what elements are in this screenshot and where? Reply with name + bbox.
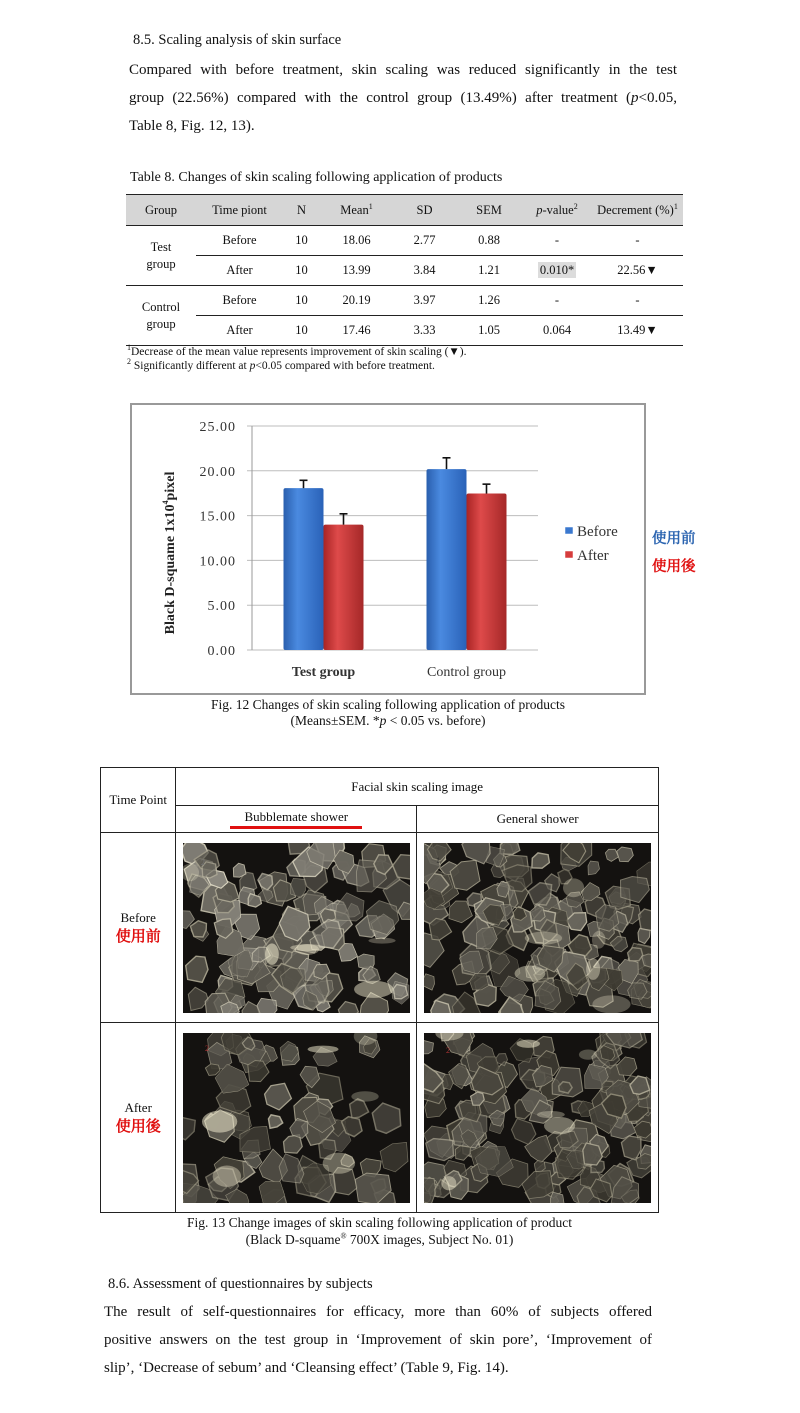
table-row bbox=[126, 286, 683, 316]
skin-flake bbox=[639, 909, 651, 931]
skin-flake bbox=[583, 1143, 603, 1165]
y-tick-label: 15.00 bbox=[199, 509, 236, 525]
caption-line: Fig. 13 Change images of skin scaling following application of product bbox=[186, 1215, 573, 1230]
footnote-1 bbox=[127, 345, 467, 359]
cell-sem: 1.26 bbox=[478, 293, 500, 307]
section-8-6-paragraph bbox=[104, 1298, 652, 1382]
highlight bbox=[592, 931, 606, 949]
highlight bbox=[368, 937, 395, 943]
bar-chart bbox=[132, 405, 644, 693]
micrograph-image bbox=[183, 1033, 410, 1203]
table-row bbox=[101, 1023, 659, 1213]
col-header-p-value bbox=[522, 195, 592, 226]
highlight bbox=[563, 878, 584, 897]
fig-12-chart bbox=[130, 403, 646, 695]
bar-after bbox=[324, 525, 364, 650]
text: group bbox=[146, 256, 176, 271]
japanese-legend bbox=[652, 525, 696, 581]
text: Significantly different at bbox=[133, 360, 250, 372]
skin-flake bbox=[426, 1138, 454, 1160]
cell-n: 10 bbox=[283, 316, 320, 346]
cell-n: 10 bbox=[295, 293, 308, 307]
cell-sd: 3.33 bbox=[393, 316, 456, 346]
text: Test bbox=[150, 239, 172, 254]
p-italic: p bbox=[536, 202, 543, 217]
footnote-mark: 2 bbox=[573, 201, 578, 211]
para-line: slip’, ‘Decrease of sebum’ and ‘Cleansing effect’ (Table 9, Fig. 14). bbox=[104, 1360, 509, 1376]
y-tick-label: 25.00 bbox=[199, 420, 236, 435]
image-mark: 2 bbox=[446, 1045, 451, 1055]
col-header-sd: SD bbox=[393, 195, 456, 226]
table-row bbox=[126, 316, 683, 346]
cell-time: Before bbox=[222, 233, 257, 247]
caption-line: Fig. 12 Changes of skin scaling following application of products bbox=[211, 697, 565, 712]
micrograph-image bbox=[183, 843, 410, 1013]
x-tick-label: Control group bbox=[427, 665, 506, 680]
text: Black D-squame 1x10 bbox=[163, 504, 178, 635]
group-cell-test bbox=[126, 226, 196, 286]
legend-label-before: Before bbox=[577, 524, 618, 540]
cell-decrement: 22.56▼ bbox=[592, 256, 683, 286]
cell-mean: 18.06 bbox=[342, 233, 371, 247]
row-label-before bbox=[101, 833, 176, 1023]
table-row bbox=[126, 256, 683, 286]
text: Decrement (%) bbox=[597, 202, 674, 217]
y-axis-label bbox=[161, 472, 178, 635]
col-header-decrement bbox=[592, 195, 683, 226]
col-header-n: N bbox=[283, 195, 320, 226]
footnote-mark: 2 bbox=[127, 357, 131, 367]
text: 700X images, Subject No. 01) bbox=[346, 1232, 514, 1247]
highlight bbox=[322, 1152, 354, 1173]
highlight bbox=[525, 931, 562, 944]
highlight bbox=[586, 958, 600, 980]
p-italic: p bbox=[379, 713, 387, 728]
footnote-mark: 1 bbox=[127, 343, 131, 353]
micrograph-image bbox=[424, 1033, 651, 1203]
image-mark: 2 bbox=[204, 1043, 209, 1053]
text: Control bbox=[141, 299, 181, 314]
cell-sd: 3.97 bbox=[413, 293, 436, 307]
cell-time: Before bbox=[222, 293, 257, 307]
highlight bbox=[351, 1091, 378, 1101]
text: group (22.56%) compared with the control group (13.49%) after treatment ( bbox=[129, 90, 632, 106]
cell-n: 10 bbox=[283, 256, 320, 286]
image-cell bbox=[417, 833, 659, 1023]
cell-time: After bbox=[196, 256, 283, 286]
fig-13-caption bbox=[100, 1214, 659, 1248]
cell-decrement: - bbox=[635, 293, 640, 307]
micrograph-image bbox=[424, 843, 651, 1013]
skin-flake bbox=[621, 1136, 641, 1160]
col-header-general: General shower bbox=[417, 806, 659, 833]
image-cell bbox=[176, 833, 417, 1023]
cell-sem: 0.88 bbox=[478, 233, 500, 247]
registered-mark: ® bbox=[340, 1231, 347, 1241]
table-row bbox=[101, 833, 659, 1023]
caption-line bbox=[130, 713, 646, 729]
jp-label: 使用前 bbox=[115, 926, 161, 945]
footnote-mark: 1 bbox=[673, 201, 678, 211]
cell-sd: 2.77 bbox=[413, 233, 436, 247]
legend-label-after: After bbox=[577, 548, 609, 564]
cell-sem: 1.05 bbox=[456, 316, 522, 346]
fig-12-caption bbox=[130, 697, 646, 729]
skin-flake bbox=[393, 984, 407, 998]
superscript: 4 bbox=[161, 500, 170, 505]
table-subheader-row bbox=[101, 806, 659, 833]
highlight bbox=[354, 980, 393, 997]
col-header-sem: SEM bbox=[456, 195, 522, 226]
underlined-label: Bubblemate shower bbox=[230, 809, 362, 829]
cell-n: 10 bbox=[295, 233, 308, 247]
image-mark: 2 bbox=[200, 857, 205, 867]
skin-flake bbox=[628, 947, 643, 960]
cell-p: - bbox=[554, 233, 560, 247]
legend-swatch-before bbox=[565, 527, 573, 534]
highlight bbox=[517, 1039, 540, 1047]
y-tick-label: 0.00 bbox=[207, 644, 236, 659]
caption-line bbox=[100, 1231, 659, 1248]
text: -value bbox=[542, 202, 574, 217]
cell-time: After bbox=[196, 316, 283, 346]
text: Mean bbox=[340, 202, 369, 217]
cell-mean: 17.46 bbox=[320, 316, 393, 346]
text: group bbox=[146, 316, 176, 331]
skin-flake bbox=[559, 1081, 572, 1092]
cell-decrement: 13.49▼ bbox=[592, 316, 683, 346]
cell-p: - bbox=[554, 293, 560, 307]
p-italic: p bbox=[631, 90, 639, 106]
group-cell-control bbox=[126, 286, 196, 346]
y-tick-label: 5.00 bbox=[207, 599, 236, 615]
text: < 0.05 vs. before) bbox=[386, 713, 486, 728]
table-header-row bbox=[101, 768, 659, 806]
row-label-after bbox=[101, 1023, 176, 1213]
cell-mean: 13.99 bbox=[320, 256, 393, 286]
highlight bbox=[579, 1049, 597, 1059]
table-8-footnotes bbox=[127, 345, 467, 373]
bar-after bbox=[467, 494, 507, 650]
highlight bbox=[202, 1110, 237, 1132]
highlight bbox=[295, 943, 319, 954]
legend-swatch-after bbox=[565, 551, 573, 558]
highlight bbox=[212, 1165, 240, 1186]
table-8 bbox=[126, 194, 683, 346]
text: pixel bbox=[163, 471, 178, 501]
cell-sd: 3.84 bbox=[393, 256, 456, 286]
text: <0.05 compared with before treatment. bbox=[255, 360, 435, 372]
highlight bbox=[592, 995, 630, 1013]
x-tick-label: Test group bbox=[291, 665, 356, 680]
bar-before bbox=[284, 488, 324, 650]
jp-legend-after: 使用後 bbox=[652, 559, 696, 575]
bar-before bbox=[427, 469, 467, 650]
section-8-5-paragraph bbox=[129, 56, 677, 140]
text: Before bbox=[120, 909, 156, 925]
highlight bbox=[441, 1176, 456, 1190]
significant-p-highlight: 0.010* bbox=[539, 263, 575, 277]
text: (Black D-squame bbox=[245, 1232, 341, 1247]
jp-legend-before: 使用前 bbox=[652, 531, 696, 547]
cell-p: 0.064 bbox=[522, 316, 592, 346]
col-header-time-point: Time piont bbox=[196, 195, 283, 226]
para-line: positive answers on the test group in ‘Improvement of skin pore’, ‘Improvement of bbox=[104, 1332, 652, 1348]
image-header: Facial skin scaling image bbox=[176, 768, 659, 806]
cell-sem: 1.21 bbox=[456, 256, 522, 286]
highlight bbox=[544, 1116, 575, 1133]
highlight bbox=[307, 1045, 338, 1052]
skin-flake bbox=[257, 998, 277, 1013]
image-mark: 1 bbox=[436, 855, 441, 865]
jp-label: 使用後 bbox=[115, 1116, 161, 1135]
cell-p bbox=[522, 256, 592, 286]
col-header-mean bbox=[320, 195, 393, 226]
text: <0.05, bbox=[638, 90, 677, 106]
footnote-mark: 1 bbox=[368, 201, 373, 211]
image-cell bbox=[417, 1023, 659, 1213]
text: (Means±SEM. * bbox=[290, 713, 380, 728]
highlight bbox=[515, 965, 546, 981]
cell-decrement: - bbox=[635, 233, 640, 247]
p-italic: p bbox=[249, 360, 256, 372]
col-header-group: Group bbox=[126, 195, 196, 226]
para-line: The result of self-questionnaires for efficacy, more than 60% of subjects offered bbox=[104, 1304, 652, 1320]
para-line: Compared with before treatment, skin scaling was reduced significantly in the test bbox=[129, 62, 677, 78]
y-tick-label: 20.00 bbox=[199, 464, 236, 480]
footnote-2 bbox=[127, 359, 467, 373]
table-header-row bbox=[126, 195, 683, 226]
para-line bbox=[129, 84, 677, 112]
table-row bbox=[126, 226, 683, 256]
fig-13-image-table bbox=[100, 767, 659, 1213]
text: After bbox=[124, 1099, 152, 1115]
section-8-6-heading: 8.6. Assessment of questionnaires by subjects bbox=[108, 1276, 373, 1292]
cell-mean: 20.19 bbox=[342, 293, 371, 307]
time-point-header: Time Point bbox=[101, 768, 176, 833]
para-line: Table 8, Fig. 12, 13). bbox=[129, 118, 255, 134]
col-header-bubblemate bbox=[176, 806, 417, 833]
table-8-caption: Table 8. Changes of skin scaling following application of products bbox=[130, 170, 503, 185]
y-tick-label: 10.00 bbox=[199, 554, 236, 570]
section-8-5-heading: 8.5. Scaling analysis of skin surface bbox=[133, 32, 342, 48]
image-cell bbox=[176, 1023, 417, 1213]
highlight bbox=[265, 943, 279, 964]
text: Decrease of the mean value represents improvement of skin scaling (▼). bbox=[131, 346, 467, 358]
